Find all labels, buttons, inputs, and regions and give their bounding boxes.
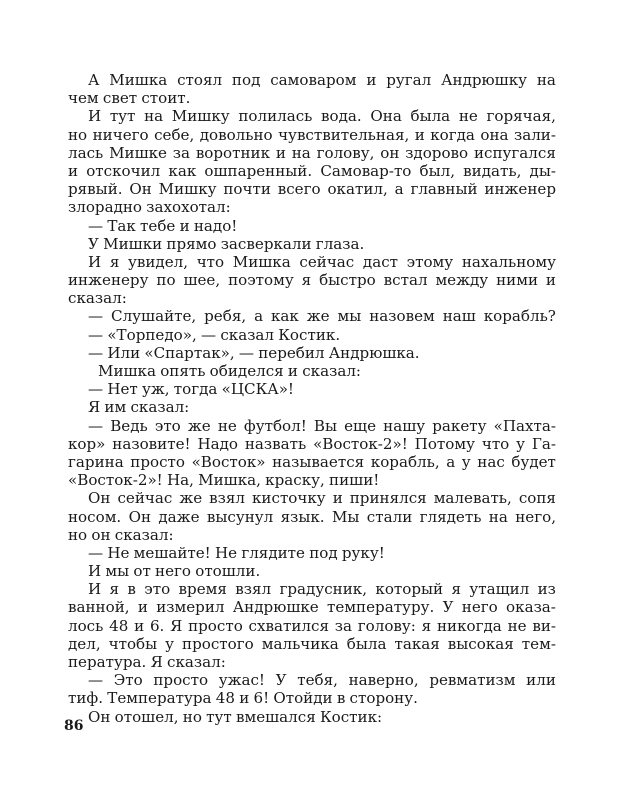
text-line bbox=[68, 689, 556, 707]
word: схватился bbox=[248, 616, 329, 635]
word: Вы bbox=[313, 416, 338, 435]
word: нас bbox=[477, 452, 505, 471]
word: оказа- bbox=[506, 598, 556, 617]
word: ви- bbox=[532, 616, 556, 635]
word: Мишка, bbox=[198, 471, 261, 490]
word: рявый. bbox=[68, 180, 123, 199]
word: У bbox=[275, 671, 287, 690]
word: а bbox=[446, 452, 456, 471]
word: Нет bbox=[107, 380, 138, 399]
word: Я bbox=[88, 398, 101, 417]
word: ними bbox=[496, 271, 538, 290]
word: инженеру bbox=[68, 271, 149, 290]
word: под bbox=[231, 71, 261, 89]
word: Он bbox=[129, 180, 152, 199]
text-line bbox=[68, 617, 556, 635]
word: сказал: bbox=[130, 398, 190, 417]
word: зали- bbox=[513, 125, 556, 144]
word: вмешался bbox=[235, 707, 316, 726]
text-line bbox=[68, 235, 556, 253]
word: сторону. bbox=[349, 689, 418, 708]
word: здорово bbox=[405, 143, 469, 162]
word: — bbox=[88, 343, 104, 362]
page-number: 86 bbox=[64, 718, 84, 734]
word: «Восток» bbox=[191, 452, 266, 471]
word: глаза. bbox=[315, 234, 365, 253]
text-line bbox=[68, 271, 556, 289]
word: 48 bbox=[215, 689, 235, 708]
word: пиши! bbox=[329, 471, 380, 490]
word: но bbox=[68, 125, 88, 144]
word: из bbox=[537, 580, 556, 599]
text-line bbox=[68, 453, 556, 471]
word: и bbox=[134, 616, 145, 635]
word: как bbox=[271, 307, 299, 326]
word: я bbox=[451, 580, 461, 599]
word: вода. bbox=[321, 107, 362, 126]
word: него bbox=[461, 598, 498, 617]
text-line bbox=[68, 326, 556, 344]
word: наверно, bbox=[348, 671, 419, 690]
word: Это bbox=[113, 671, 143, 690]
word: же bbox=[179, 489, 203, 508]
word: между bbox=[435, 271, 489, 290]
word: опять bbox=[160, 362, 206, 380]
word: была bbox=[346, 634, 387, 653]
word: отскочил bbox=[86, 161, 161, 180]
word: тут bbox=[109, 107, 136, 126]
word: — bbox=[88, 671, 104, 690]
word: Ведь bbox=[110, 416, 148, 435]
word: У bbox=[442, 598, 454, 617]
word: И bbox=[88, 252, 102, 271]
word: сейчас bbox=[117, 489, 173, 508]
word: И bbox=[88, 107, 102, 126]
text-line bbox=[68, 198, 556, 216]
word: обиделся bbox=[209, 362, 284, 380]
word: — bbox=[88, 543, 104, 562]
word: сказал: bbox=[68, 289, 127, 308]
word: принялся bbox=[349, 489, 427, 508]
word: стоял bbox=[177, 71, 223, 89]
word: пература. bbox=[68, 653, 147, 671]
text-line bbox=[68, 107, 556, 125]
word: Костик: bbox=[319, 707, 383, 726]
text-line bbox=[68, 253, 556, 271]
text-line bbox=[68, 289, 556, 307]
word: под bbox=[309, 543, 338, 562]
word: тут bbox=[206, 707, 232, 726]
word: просто bbox=[130, 452, 185, 471]
word: назвать bbox=[244, 434, 307, 453]
word: лось bbox=[68, 616, 104, 635]
text-line bbox=[68, 580, 556, 598]
text-line bbox=[68, 635, 556, 653]
text-line bbox=[68, 344, 556, 362]
word: тогда bbox=[173, 380, 218, 399]
word: просто bbox=[188, 616, 243, 635]
word: себе, bbox=[154, 125, 195, 144]
word: него, bbox=[515, 507, 556, 526]
word: Надо bbox=[197, 434, 238, 453]
word: мы bbox=[337, 307, 362, 326]
word: мальчика bbox=[261, 634, 339, 653]
word: почти bbox=[223, 180, 271, 199]
word: но bbox=[68, 525, 88, 544]
word: за bbox=[334, 616, 352, 635]
word: мы bbox=[105, 562, 130, 581]
text-line bbox=[68, 671, 556, 689]
word: кисточку bbox=[252, 489, 326, 508]
word: она bbox=[480, 125, 509, 144]
word: температуру. bbox=[327, 598, 435, 617]
word: сейчас bbox=[299, 252, 355, 271]
word: шее, bbox=[183, 271, 221, 290]
word: Андрюшке bbox=[232, 598, 319, 617]
word: «Пахта- bbox=[493, 416, 556, 435]
word: от bbox=[133, 562, 151, 581]
word: еще bbox=[344, 416, 377, 435]
word: Мишка bbox=[232, 252, 291, 271]
word: ды- bbox=[529, 161, 556, 180]
body-text bbox=[68, 71, 556, 726]
word: а bbox=[394, 180, 404, 199]
word: тебе bbox=[140, 216, 176, 235]
word: — bbox=[238, 343, 254, 362]
text-line bbox=[68, 89, 556, 107]
word: по bbox=[156, 271, 176, 290]
word: это bbox=[144, 580, 171, 599]
word: Мишки bbox=[103, 234, 163, 253]
word: утащил bbox=[469, 580, 530, 599]
word: Она bbox=[370, 107, 402, 126]
word: главный bbox=[410, 180, 478, 199]
word: окатил, bbox=[327, 180, 388, 199]
word: взял bbox=[209, 489, 245, 508]
text-line bbox=[68, 144, 556, 162]
word: сказал: bbox=[166, 653, 226, 671]
word: Он bbox=[88, 707, 111, 726]
word: полилась bbox=[238, 107, 313, 126]
text-line bbox=[68, 398, 556, 416]
word: не bbox=[507, 616, 527, 635]
text-line bbox=[68, 71, 556, 89]
word: у bbox=[516, 434, 526, 453]
word: назовем bbox=[369, 307, 435, 326]
word: тем- bbox=[521, 634, 556, 653]
word: Андрюшка. bbox=[328, 343, 420, 362]
word: него bbox=[155, 562, 192, 581]
word: — bbox=[88, 380, 104, 399]
word: отошел, bbox=[114, 707, 179, 726]
text-line bbox=[68, 180, 556, 198]
word: чем bbox=[68, 89, 99, 108]
word: дел, bbox=[68, 634, 101, 653]
text-line bbox=[68, 162, 556, 180]
word: увидел, bbox=[127, 252, 189, 271]
word: прямо bbox=[166, 234, 217, 253]
word: Костик. bbox=[278, 325, 341, 344]
word: нашу bbox=[383, 416, 426, 435]
text-line bbox=[68, 544, 556, 562]
word: Мишку bbox=[158, 180, 217, 199]
word: сопя bbox=[518, 489, 556, 508]
word: кор» bbox=[68, 434, 106, 453]
text-line bbox=[68, 653, 556, 671]
word: градусник, bbox=[279, 580, 368, 599]
word: никогда bbox=[436, 616, 502, 635]
word: сказал: bbox=[114, 525, 174, 544]
word: что bbox=[481, 434, 510, 453]
word: поэтому bbox=[228, 271, 294, 290]
word: глядеть bbox=[419, 507, 482, 526]
word: даст bbox=[362, 252, 399, 271]
word: время bbox=[178, 580, 227, 599]
word: был, bbox=[419, 161, 456, 180]
word: Слушайте, bbox=[111, 307, 197, 326]
word: и bbox=[545, 271, 556, 290]
word: видать, bbox=[463, 161, 522, 180]
word: горячая, bbox=[486, 107, 556, 126]
word: злорадно bbox=[68, 198, 143, 217]
word: Мишку bbox=[171, 107, 230, 126]
text-line bbox=[68, 380, 556, 398]
word: ошпаренный. bbox=[204, 161, 313, 180]
word: «Восток-2»! bbox=[68, 471, 163, 490]
word: гарина bbox=[68, 452, 124, 471]
word: высокая bbox=[447, 634, 514, 653]
word: чувствительная, bbox=[278, 125, 410, 144]
word: самоваром bbox=[270, 71, 357, 89]
word: «Торпедо», bbox=[107, 325, 197, 344]
word: довольно bbox=[199, 125, 273, 144]
word: ревматизм bbox=[429, 671, 516, 690]
word: корабль, bbox=[370, 452, 440, 471]
word: такая bbox=[394, 634, 440, 653]
text-line bbox=[68, 562, 556, 580]
word: и bbox=[275, 143, 286, 162]
word: тиф. bbox=[68, 689, 104, 708]
word: в bbox=[336, 689, 346, 708]
word: но bbox=[182, 707, 202, 726]
word: «ЦСКА»! bbox=[221, 380, 294, 399]
word: ничего bbox=[92, 125, 149, 144]
word: на bbox=[536, 71, 556, 89]
word: лась bbox=[68, 143, 104, 162]
word: ужас! bbox=[218, 671, 266, 690]
word: стоит. bbox=[141, 89, 191, 108]
word: я bbox=[109, 252, 120, 271]
word: перебил bbox=[258, 343, 325, 362]
word: что bbox=[196, 252, 225, 271]
word: И bbox=[88, 562, 102, 581]
word: футбол! bbox=[243, 416, 307, 435]
word: всего bbox=[277, 180, 321, 199]
word: и bbox=[366, 71, 377, 89]
word: 48 bbox=[109, 616, 129, 635]
word: на bbox=[144, 107, 164, 126]
word: за bbox=[172, 143, 191, 162]
word: нахальному bbox=[461, 252, 556, 271]
word: высунул bbox=[206, 507, 274, 526]
word: когда bbox=[430, 125, 475, 144]
word: даже bbox=[158, 507, 200, 526]
word: будет bbox=[511, 452, 556, 471]
word: Я bbox=[150, 653, 163, 671]
word: — bbox=[88, 416, 104, 435]
word: корабль? bbox=[483, 307, 556, 326]
word: а bbox=[254, 307, 264, 326]
word: И bbox=[88, 580, 102, 599]
word: «Спартак», bbox=[144, 343, 235, 362]
word: У bbox=[88, 234, 99, 253]
word: «Восток-2»! bbox=[313, 434, 408, 453]
word: ругал bbox=[386, 71, 432, 89]
text-line bbox=[68, 526, 556, 544]
word: Не bbox=[214, 543, 238, 562]
word: сказал bbox=[220, 325, 275, 344]
word: надо! bbox=[193, 216, 238, 235]
word: малевать, bbox=[433, 489, 512, 508]
word: Так bbox=[107, 216, 136, 235]
word: — bbox=[88, 307, 104, 326]
word: чтобы bbox=[108, 634, 158, 653]
word: просто bbox=[153, 671, 209, 690]
word: и bbox=[332, 489, 343, 508]
word: и bbox=[239, 689, 250, 708]
word: я bbox=[109, 580, 120, 599]
text-line bbox=[68, 307, 556, 325]
word: же bbox=[306, 307, 330, 326]
word: стали bbox=[366, 507, 413, 526]
text-line bbox=[68, 508, 556, 526]
word: Он bbox=[88, 489, 111, 508]
word: краску, bbox=[265, 471, 325, 490]
word: измерил bbox=[156, 598, 225, 617]
text-line bbox=[68, 362, 556, 380]
word: Отойди bbox=[273, 689, 333, 708]
word: он bbox=[380, 143, 400, 162]
text-line bbox=[68, 489, 556, 507]
text-line bbox=[68, 435, 556, 453]
word: этому bbox=[406, 252, 454, 271]
word: и bbox=[137, 598, 148, 617]
word: на bbox=[488, 507, 508, 526]
word: который bbox=[375, 580, 444, 599]
word: наш bbox=[442, 307, 476, 326]
word: носом. bbox=[68, 507, 122, 526]
word: инженер bbox=[484, 180, 556, 199]
word: и bbox=[414, 125, 425, 144]
word: я bbox=[421, 616, 432, 635]
word: 6. bbox=[149, 616, 165, 635]
word: Потому bbox=[414, 434, 475, 453]
word: Га- bbox=[531, 434, 556, 453]
word: свет bbox=[102, 89, 138, 108]
word: ребя, bbox=[204, 307, 247, 326]
word: Не bbox=[107, 543, 130, 562]
word: захохотал: bbox=[146, 198, 231, 217]
word: в bbox=[127, 580, 136, 599]
word: была bbox=[410, 107, 451, 126]
word: голову, bbox=[316, 143, 375, 162]
word: Температура bbox=[107, 689, 212, 708]
word: На, bbox=[166, 471, 194, 490]
word: я bbox=[301, 271, 312, 290]
word: — bbox=[88, 325, 104, 344]
word: как bbox=[168, 161, 197, 180]
word: испугался bbox=[473, 143, 556, 162]
word: у bbox=[461, 452, 471, 471]
word: язык. bbox=[280, 507, 325, 526]
word: голову: bbox=[357, 616, 416, 635]
word: Мишка bbox=[109, 71, 168, 89]
word: на bbox=[291, 143, 311, 162]
word: Или bbox=[107, 343, 141, 362]
word: — bbox=[88, 216, 104, 235]
word: он bbox=[91, 525, 111, 544]
word: ванной, bbox=[68, 598, 130, 617]
word: 6! bbox=[253, 689, 270, 708]
word: у bbox=[165, 634, 175, 653]
word: простого bbox=[182, 634, 254, 653]
word: Андрюшку bbox=[441, 71, 528, 89]
word: и bbox=[68, 161, 79, 180]
word: А bbox=[88, 71, 100, 89]
word: Я bbox=[170, 616, 183, 635]
word: или bbox=[526, 671, 556, 690]
word: ракету bbox=[432, 416, 487, 435]
word: быстро bbox=[319, 271, 376, 290]
word: назовите! bbox=[112, 434, 191, 453]
word: мешайте! bbox=[133, 543, 211, 562]
word: руку! bbox=[341, 543, 385, 562]
word: засверкали bbox=[220, 234, 312, 253]
text-line bbox=[68, 217, 556, 235]
text-line bbox=[68, 471, 556, 489]
word: тебя, bbox=[297, 671, 338, 690]
word: сказал: bbox=[302, 362, 361, 380]
word: встал bbox=[383, 271, 428, 290]
word: глядите bbox=[241, 543, 305, 562]
word: не bbox=[217, 416, 237, 435]
word: и bbox=[179, 216, 190, 235]
word: воротник bbox=[195, 143, 271, 162]
text-line bbox=[68, 598, 556, 616]
word: уж, bbox=[141, 380, 170, 399]
word: и bbox=[287, 362, 298, 380]
word: называется bbox=[272, 452, 365, 471]
word: отошли. bbox=[195, 562, 261, 581]
word: взял bbox=[235, 580, 272, 599]
word: Он bbox=[128, 507, 152, 526]
word: же bbox=[187, 416, 211, 435]
word: им bbox=[104, 398, 127, 417]
word: Мишка bbox=[98, 362, 156, 380]
text-line bbox=[68, 126, 556, 144]
text-line bbox=[68, 417, 556, 435]
word: — bbox=[201, 325, 217, 344]
word: это bbox=[154, 416, 181, 435]
word: Самовар-то bbox=[320, 161, 412, 180]
text-line bbox=[68, 708, 556, 726]
word: Мишке bbox=[109, 143, 167, 162]
word: Мы bbox=[331, 507, 360, 526]
word: не bbox=[458, 107, 478, 126]
